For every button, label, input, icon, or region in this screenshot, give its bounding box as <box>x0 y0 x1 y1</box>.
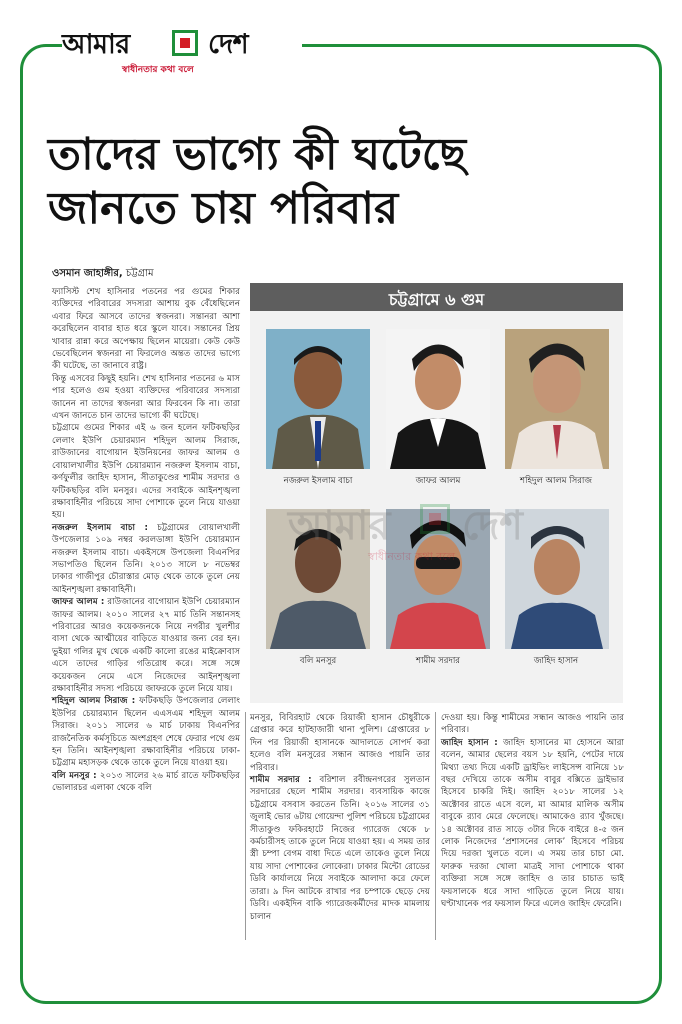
photo-jahid <box>505 509 609 649</box>
paragraph-text: ফটিকছড়ি উপজেলার লেলাং ইউপির চেয়ারম্যান ছিলেন এএসএম শহিদুল আলম সিরাজ। ২০১১ সালের ৬ মার্চ ঢাকায় বিএনপির রাজনৈতিক কর্মসূচিতে অংশগ্রহণ শেষে ফেরার পথে গুম হন তিনি। আইনশৃঙ্খলা রক্ষাবাহিনীর পরিচয়ে ঢাকা-চট্টগ্রাম মহাসড়ক থেকে তাকে তুলে নিয়ে যাওয়া হয়। <box>52 696 240 769</box>
masthead-name-right: দেশ <box>208 29 249 60</box>
paragraph-text: চট্টগ্রামে গুমের শিকার এই ৬ জন হলেন ফটিকছড়ির লেলাং ইউপি চেয়ারম্যান শহিদুল আলম সিরাজ, রাউজানের বাগোয়ান ইউনিয়নের জাফর আলম ও বোয়ালখালীর ইউপি চেয়ারম্যান নজরুল ইসলাম বাচা, কর্ণফুলীর জাহিদ হাসান, সীতাকুণ্ডের শামীম সরদার ও ফটিকছড়ির বলি মনসুর। এদের সবাইকে আইনশৃঙ্খলা রক্ষাবাহিনীর পরিচয়ে সাদা পোশাকে তুলে নিয়ে যাওয়া হয়। <box>52 423 240 521</box>
paragraph-text: মনসুর, বিবিরহাট থেকে রিয়াজী হাসান চৌধুরীকে গ্রেপ্তার করে হাটহাজারী থানা পুলিশ। গ্রেপ্তারের ৮ দিন পর রিয়াজী হাসানকে আদালতে সোপর্দ করা হলেও বলি মনসুরের সন্ধান আজও পায়নি তার পরিবার। <box>250 713 430 773</box>
photo-boli <box>266 509 370 649</box>
photo-panel-title: চট্টগ্রামে ৬ গুম <box>388 290 485 309</box>
paragraph-text: বরিশাল রবীন্দ্রনগরের সুলতান সরদারের ছেলে শামীম সরদার। ব্যবসায়িক কাজে চট্টগ্রামে বসবাস করতেন তিনি। ২০১৬ সালের ৩১ জুলাই ভোর ৬টায় গোয়েন্দা পুলিশ পরিচয়ে চট্টগ্রামের সীতাকুণ্ড ফকিরহাটে নিজের গ্যারেজ থেকে ৮ কর্মচারীসহ তাকে তুলে নিয়ে যাওয়া হয়। এ সময় তার স্ত্রী চম্পা বেগম বাধা দিতে এলে তাকেও তুলে নিয়ে যায় সাদা পোশাকের লোকেরা। ঢাকার মিন্টো রোডের ডিবি কার্যালয়ে নিয়ে সবাইকে আলাদা করে ফেলে তারা। ৯ দিন আটকে রাখার পর চম্পাকে ছেড়ে দেয় ডিবি। একইদিন বাকি গ্যারেজকর্মীদের মাদক মামলায় চালান <box>250 775 430 922</box>
photo-caption: শহিদুল আলম সিরাজ <box>520 476 592 486</box>
photo-shamim <box>386 509 490 649</box>
paragraph-text: দেওয়া হয়। কিন্তু শামীমের সন্ধান আজও পায়নি তার পরিবার। <box>441 713 624 736</box>
watermark-tagline: স্বাধীনতার কথা বলে <box>368 550 455 563</box>
paragraph-subhead: নজরুল ইসলাম বাচা : <box>52 522 148 533</box>
column-divider <box>245 712 246 940</box>
paragraph-subhead: শহিদুল আলম সিরাজ : <box>52 696 136 707</box>
article-paragraph <box>52 373 240 423</box>
byline-place: চট্টগ্রাম <box>122 268 154 279</box>
article-paragraph <box>441 712 624 737</box>
watermark-name-right: দেশ <box>462 503 523 549</box>
column-divider <box>435 712 436 940</box>
masthead-logo <box>62 20 302 80</box>
paragraph-subhead: জাহিদ হাসান : <box>441 737 498 748</box>
photo-caption: জাফর আলম <box>415 476 461 486</box>
article-paragraph <box>441 737 624 911</box>
byline <box>52 266 154 283</box>
masthead-name-left: আমার <box>62 29 130 60</box>
photo-jafar <box>386 329 490 469</box>
masthead-tagline: স্বাধীনতার কথা বলে <box>122 65 194 75</box>
article-paragraph <box>52 422 240 521</box>
paragraph-text: ফ্যাসিস্ট শেখ হাসিনার পতনের পর গুমের শিকার ব্যক্তিদের পরিবারের সদস্যরা আশায় বুক বেঁধেছিলেন এবার ফিরে আসবে তাদের স্বজনরা। সন্তানরা আশা করেছিলেন বাবার হাত ধরে স্কুলে যাবে। সন্তানের প্রিয় খাবার রান্না করে অপেক্ষায় ছিলেন মায়েরা। কেউ কেউ ভেবেছিলেন স্বজনরা না ফিরলেও অন্তত তাদের ভাগ্যে কী ঘটেছে, তা জানাবে রাষ্ট্র। <box>52 287 240 372</box>
masthead-logo-icon <box>172 30 198 56</box>
article-paragraph <box>52 695 240 769</box>
paragraph-text: চট্টগ্রামের বোয়ালখালী উপজেলার ১০৯ নম্বর করলডাঙ্গা ইউপি চেয়ারম্যান নজরুল ইসলাম বাচা। একইসঙ্গে উপজেলা বিএনপির সভাপতিও ছিলেন তিনি। ২০১৩ সালে ৮ নভেম্বর ঢাকার গাজীপুর চৌরাস্তার মোড় থেকে তাকে তুলে নেয় আইনশৃঙ্খলা রক্ষাবাহিনী। <box>52 522 240 595</box>
article-paragraph <box>52 596 240 695</box>
paragraph-text: ২০১৩ সালের ২৬ মার্চ রাতে ফটিকছড়ির ভোলারচর এলাকা থেকে বলি <box>52 770 240 794</box>
article-headline <box>48 128 628 236</box>
article-paragraph <box>250 774 430 923</box>
photo-caption: জাহিদ হাসান <box>533 656 579 666</box>
photo-nazrul <box>266 329 370 469</box>
photo-caption: বলি মনসুর <box>299 656 337 666</box>
paragraph-text: কিন্তু এসবের কিছুই হয়নি। শেখ হাসিনার পতনের ৬ মাস পার হলেও গুম হওয়া ব্যক্তিদের পরিবারের সদস্যরা জানেন না তাদের স্বজনরা আর ফিরবেন কি না। তারা এখন জানতে চান তাদের ভাগ্যে কী ঘটেছে। <box>52 373 240 422</box>
paragraph-subhead: জাফর আলম : <box>52 597 105 608</box>
watermark-name-left: আমার <box>288 503 391 549</box>
headline-line-1: তাদের ভাগ্যে কী ঘটেছে <box>48 129 467 180</box>
article-column-2 <box>250 712 430 923</box>
article-paragraph <box>52 286 240 373</box>
article-column-1 <box>52 286 240 795</box>
photo-panel <box>250 283 623 703</box>
byline-author: ওসমান জাহাঙ্গীর, <box>52 268 123 279</box>
article-paragraph <box>250 712 430 774</box>
paragraph-subhead: বলি মনসুর : <box>52 770 97 781</box>
photo-panel-header <box>250 283 623 311</box>
article-column-3 <box>441 712 624 911</box>
article-paragraph <box>52 522 240 596</box>
article-paragraph <box>52 770 240 795</box>
paragraph-text: জাহিদ হাসানের মা হোসনে আরা বলেন, আমার ছেলের বয়স ১৮ হয়নি, পেটের দায়ে মিথ্যা তথ্য দিয়ে একটি ড্রাইভিং লাইসেন্স বানিয়ে ১৮ বছর দেখিয়ে তাকে অসীম বাবুর বক্সিতে ড্রাইভার হিসেবে চাকরি দিই। জাহিদ ২০১৮ সালের ১২ অক্টোবর রাতে এসে বলে, মা আমার মালিক অসীম বাবুকে র‌্যাব মেরে ফেলেছে। আমাকেও র‌্যাব খুঁজছে। ১৪ অক্টোবর রাত সাড়ে ৩টার দিকে বাইরে ৪-৫ জন লোক নিজেদের ‘প্রশাসনের লোক’ হিসেবে পরিচয় দিয়ে দরজা খুলতে বলে। এ সময় তার চাচা মো. ফারুক দরজা খোলা মাত্রই সাদা পোশাকে থাকা ব্যক্তিরা সঙ্গে সঙ্গে জাহিদ ও তার চাচাত ভাই ফয়সালকে ধরে সাদা গাড়িতে তুলে নিয়ে যায়। ঘণ্টাখানেক পর ফয়সাল ফিরে এলেও জাহিদ ফেরেনি। <box>441 737 624 910</box>
photo-shahidul <box>505 329 609 469</box>
paragraph-subhead: শামীম সরদার : <box>250 775 312 786</box>
paragraph-text: রাউজানের বাগোয়ান ইউপি চেয়ারম্যান জাফর আলম। ২০১০ সালের ২৭ মার্চ তিনি সন্তানসহ পরিবারের আরও কয়েকজনকে নিয়ে নগরীর খুলশীর বাসা থেকে আত্মীয়ের বাড়িতে যাওয়ার জন্য বের হন। ভুইয়া গলির মুখ থেকে একটি কালো রঙের মাইক্রোবাস এসে তাদের গাড়ির গতিরোধ করে। সঙ্গে সঙ্গে কয়েকজন নেমে এসে নিজেদের আইনশৃঙ্খলা রক্ষাবাহিনীর সদস্য পরিচয়ে জাফরকে তুলে নিয়ে যায়। <box>52 597 240 694</box>
headline-line-2: জানতে চায় পরিবার <box>48 183 399 234</box>
photo-caption: শামীম সরদার <box>416 656 460 666</box>
photo-caption: নজরুল ইসলাম বাচা <box>283 476 353 486</box>
